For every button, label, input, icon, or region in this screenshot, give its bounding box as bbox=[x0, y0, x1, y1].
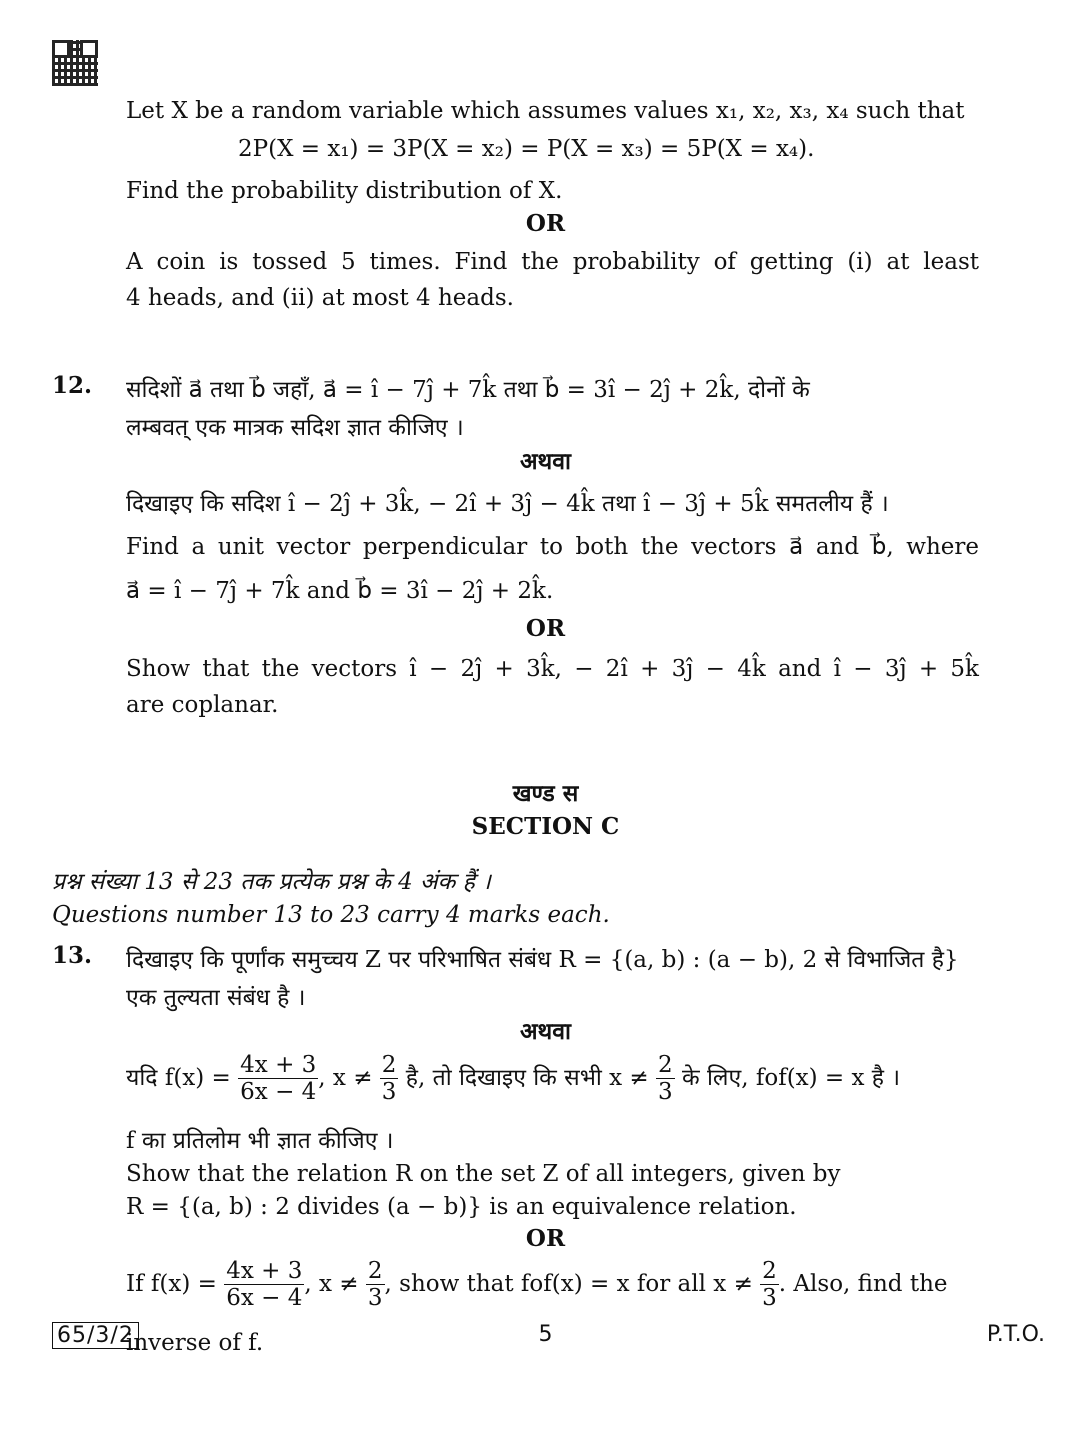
fraction-denominator: 3 bbox=[367, 1285, 383, 1312]
q13-en-two-thirds-2 bbox=[760, 1258, 779, 1312]
q13-hindi-line1: दिखाइए कि पूर्णांक समुच्चय Z पर परिभाषित संबंध R = {(a, b) : (a − b), 2 से विभाजित है} bbox=[126, 947, 959, 973]
q13-hindi-or: अथवा bbox=[519, 1018, 571, 1045]
q13-hi-two-thirds-2 bbox=[656, 1052, 675, 1106]
q13-en-fraction bbox=[224, 1258, 304, 1312]
q13-english-line4: inverse of f. bbox=[126, 1330, 264, 1356]
q13-hindi-line2: एक तुल्यता संबंध है । bbox=[126, 985, 306, 1011]
q12-number: 12. bbox=[52, 372, 93, 399]
q13-hindi-line3 bbox=[126, 1052, 979, 1106]
q12-english-line4: are coplanar. bbox=[126, 692, 279, 718]
q11-alt-line1: A coin is tossed 5 times. Find the probability of getting (i) at least bbox=[126, 249, 979, 275]
q13-english-line3 bbox=[126, 1258, 979, 1312]
q12-hindi-line3: दिखाइए कि सदिश î − 2ĵ + 3k̂, − 2î + 3ĵ − 4k̂ तथा î − 3ĵ + 5k̂ समतलीय हैं । bbox=[126, 491, 889, 517]
q13-hi-for: के लिए, fof(x) = x है । bbox=[674, 1064, 901, 1091]
section-hindi-note: प्रश्न संख्या 13 से 23 तक प्रत्येक प्रश्न के 4 अंक हैं । bbox=[52, 869, 491, 895]
q11-alt-line2: 4 heads, and (ii) at most 4 heads. bbox=[126, 285, 514, 311]
q12-english-line1: Find a unit vector perpendicular to both the vectors a⃗ and b⃗, where bbox=[126, 534, 979, 560]
q12-english-line2: a⃗ = î − 7ĵ + 7k̂ and b⃗ = 3î − 2ĵ + 2k̂. bbox=[126, 578, 554, 604]
q13-en-show: , show that fof(x) = x for all x ≠ bbox=[384, 1270, 753, 1297]
q13-number: 13. bbox=[52, 942, 93, 969]
q11-or: OR bbox=[525, 210, 566, 237]
fraction-numerator: 2 bbox=[381, 1052, 397, 1078]
q13-en-also: . Also, find the bbox=[778, 1270, 948, 1297]
fraction-numerator: 2 bbox=[658, 1052, 673, 1078]
q13-hi-fraction bbox=[238, 1052, 318, 1106]
page-number: 5 bbox=[538, 1322, 553, 1347]
q13-hi-if: यदि f(x) = bbox=[126, 1064, 231, 1091]
qr-code-icon bbox=[52, 40, 98, 86]
q13-hindi-line4: f का प्रतिलोम भी ज्ञात कीजिए । bbox=[126, 1128, 394, 1154]
q13-english-line2: R = {(a, b) : 2 divides (a − b)} is an equivalence relation. bbox=[126, 1194, 797, 1220]
q13-en-if: If f(x) = bbox=[126, 1270, 217, 1297]
fraction-numerator: 4x + 3 bbox=[226, 1258, 303, 1284]
q12-hindi-or: अथवा bbox=[519, 448, 571, 475]
q12-hindi-line1: सदिशों a⃗ तथा b⃗ जहाँ, a⃗ = î − 7ĵ + 7k̂ तथा b⃗ = 3î − 2ĵ + 2k̂, दोनों के bbox=[126, 377, 810, 403]
q12-hindi-line2: लम्बवत् एक मात्रक सदिश ज्ञात कीजिए । bbox=[126, 415, 464, 441]
fraction-numerator: 2 bbox=[367, 1258, 383, 1284]
section-hindi-title: खण्ड स bbox=[512, 780, 579, 807]
q13-en-neq: , x ≠ bbox=[304, 1270, 359, 1297]
q13-hi-neq: , x ≠ bbox=[318, 1064, 373, 1091]
q11-line1: Let X be a random variable which assumes values x₁, x₂, x₃, x₄ such that bbox=[126, 98, 965, 124]
q13-en-two-thirds-1 bbox=[366, 1258, 385, 1312]
fraction-denominator: 6x − 4 bbox=[240, 1079, 317, 1106]
q13-hi-two-thirds-1 bbox=[380, 1052, 399, 1106]
fraction-numerator: 4x + 3 bbox=[240, 1052, 317, 1078]
q11-equation: 2P(X = x₁) = 3P(X = x₂) = P(X = x₃) = 5P(X = x₄). bbox=[238, 136, 815, 162]
section-english-note: Questions number 13 to 23 carry 4 marks each. bbox=[52, 902, 610, 928]
fraction-denominator: 3 bbox=[381, 1079, 397, 1106]
q12-english-line3: Show that the vectors î − 2ĵ + 3k̂, − 2î + 3ĵ − 4k̂ and î − 3ĵ + 5k̂ bbox=[126, 656, 979, 682]
please-turn-over: P.T.O. bbox=[986, 1322, 1045, 1347]
fraction-denominator: 6x − 4 bbox=[226, 1285, 303, 1312]
fraction-denominator: 3 bbox=[658, 1079, 673, 1106]
paper-code: 65/3/2 bbox=[52, 1322, 139, 1349]
q13-english-or: OR bbox=[525, 1225, 566, 1252]
q12-english-or: OR bbox=[525, 615, 566, 642]
section-english-title: SECTION C bbox=[471, 813, 620, 840]
q13-hi-show: है, तो दिखाइए कि सभी x ≠ bbox=[398, 1064, 649, 1091]
q11-line3: Find the probability distribution of X. bbox=[126, 178, 563, 204]
fraction-numerator: 2 bbox=[762, 1258, 777, 1284]
q13-english-line1: Show that the relation R on the set Z of all integers, given by bbox=[126, 1161, 841, 1187]
fraction-denominator: 3 bbox=[762, 1285, 777, 1312]
